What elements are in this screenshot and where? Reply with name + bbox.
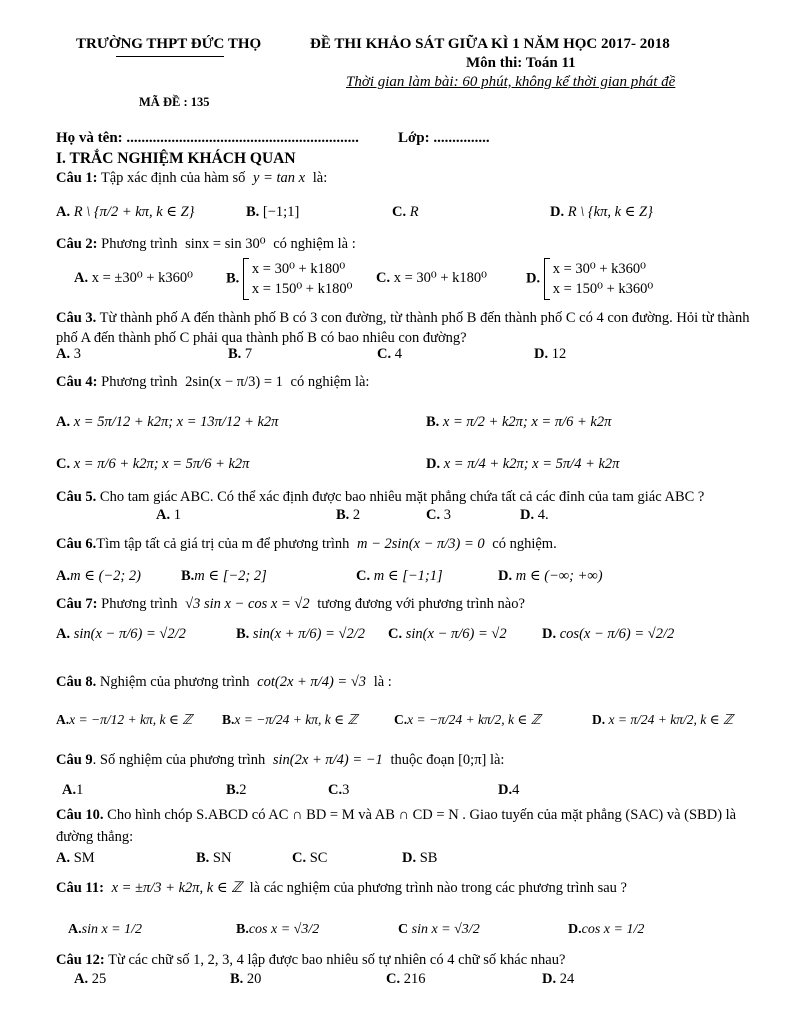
question-5-options	[156, 507, 656, 527]
option-b[interactable]: B. SN	[196, 850, 232, 866]
option-b[interactable]: B. 7	[228, 346, 253, 362]
option-d[interactable]: D. m ∈ (−∞; +∞)	[498, 568, 603, 584]
option-c[interactable]: C.3	[328, 782, 350, 798]
option-b[interactable]: B.2	[226, 782, 247, 798]
option-c[interactable]: C. m ∈ [−1;1]	[356, 568, 443, 584]
exam-code: MÃ ĐỀ : 135	[139, 95, 210, 109]
option-d[interactable]: D. 12	[534, 346, 567, 362]
option-a[interactable]: A.1	[62, 782, 84, 798]
option-c[interactable]: C. R	[392, 204, 419, 220]
option-d[interactable]: D. SB	[402, 850, 438, 866]
question-8-options	[56, 712, 756, 732]
option-b[interactable]: B. x = 30⁰ + k180⁰ x = 150⁰ + k180⁰	[226, 258, 352, 300]
question-text: Tập xác định của hàm số	[100, 170, 246, 186]
option-a[interactable]: A. 3	[56, 346, 81, 362]
option-c[interactable]: C. x = π/6 + k2π; x = 5π/6 + k2π	[56, 456, 250, 472]
option-d[interactable]: D. x = 30⁰ + k360⁰ x = 150⁰ + k360⁰	[526, 258, 653, 300]
question-tail: là:	[312, 170, 328, 186]
option-a[interactable]: A. 25	[74, 971, 107, 987]
option-c[interactable]: C. 216	[386, 971, 426, 987]
school-underline	[116, 56, 224, 57]
option-d[interactable]: D. cos(x − π/6) = √2/2	[542, 626, 675, 642]
school-name: TRƯỜNG THPT ĐỨC THỌ	[76, 36, 262, 52]
question-1	[56, 170, 327, 187]
exam-time: Thời gian làm bài: 60 phút, không kể thời gian phát đề	[346, 74, 676, 90]
section-title: I. TRẮC NGHIỆM KHÁCH QUAN	[56, 150, 296, 167]
question-math: y = tan x	[253, 170, 306, 186]
option-a[interactable]: A. 1	[156, 507, 181, 523]
exam-subject: Môn thi: Toán 11	[466, 55, 576, 71]
option-b[interactable]: B. 2	[336, 507, 361, 523]
option-b[interactable]: B. [−1;1]	[246, 204, 300, 220]
question-6-options	[56, 568, 756, 588]
option-c[interactable]: C sin x = √3/2	[398, 922, 480, 937]
question-11: Câu 11: x = ±π/3 + k2π, k ∈ ℤ là các nghiệm của phương trình nào trong các phương trình sau ?	[56, 880, 627, 896]
question-1-options	[56, 196, 756, 232]
option-a[interactable]: A. x = ±30⁰ + k360⁰	[74, 270, 193, 286]
question-3-options	[56, 346, 756, 366]
option-a[interactable]: A. R \ {π/2 + kπ, k ∈ Z}	[56, 204, 195, 220]
question-9: Câu 9. Số nghiệm của phương trình sin(2x + π/4) = −1 thuộc đoạn [0;π] là:	[56, 752, 505, 768]
option-d[interactable]: D. x = π/4 + k2π; x = 5π/4 + k2π	[426, 456, 620, 472]
option-d[interactable]: D.cos x = 1/2	[568, 922, 645, 937]
option-a[interactable]: A.sin x = 1/2	[68, 922, 143, 937]
option-a[interactable]: A. SM	[56, 850, 95, 866]
question-3: Câu 3. Từ thành phố A đến thành phố B có 3 con đường, từ thành phố B đến thành phố C có 4 con đường. Hỏi từ thành phố A đến thành phố C phải qua thành phố B có bao nhiêu con đường?	[56, 310, 750, 346]
option-d[interactable]: D. 24	[542, 971, 575, 987]
question-12-options	[56, 971, 756, 991]
question-7-options	[56, 626, 756, 646]
exam-title: ĐỀ THI KHẢO SÁT GIỮA KÌ 1 NĂM HỌC 2017- 2018	[310, 36, 670, 52]
question-4-options-row1	[56, 414, 756, 434]
question-8: Câu 8. Nghiệm của phương trình cot(2x + π/4) = √3 là :	[56, 674, 392, 690]
question-7: Câu 7: Phương trình √3 sin x − cos x = √2 tương đương với phương trình nào?	[56, 596, 525, 612]
question-12: Câu 12: Từ các chữ số 1, 2, 3, 4 lập được bao nhiêu số tự nhiên có 4 chữ số khác nhau?	[56, 952, 566, 968]
student-class-field: Lớp: ...............	[398, 130, 490, 146]
question-2: Câu 2: Phương trình sinx = sin 30⁰ có nghiệm là :	[56, 236, 356, 252]
option-d[interactable]: D. R \ {kπ, k ∈ Z}	[550, 204, 653, 220]
student-name-field: Họ và tên: ..............................................................	[56, 130, 359, 146]
option-c[interactable]: C. 4	[377, 346, 402, 362]
question-9-options	[56, 782, 756, 802]
question-label: Câu 1:	[56, 170, 98, 186]
option-b[interactable]: B. sin(x + π/6) = √2/2	[236, 626, 366, 642]
option-a[interactable]: A.x = −π/12 + kπ, k ∈ ℤ	[56, 712, 193, 727]
option-d[interactable]: D. 4.	[520, 507, 549, 523]
option-b[interactable]: B.cos x = √3/2	[236, 922, 320, 937]
question-4: Câu 4: Phương trình 2sin(x − π/3) = 1 có nghiệm là:	[56, 374, 370, 390]
option-c[interactable]: C. sin(x − π/6) = √2	[388, 626, 507, 642]
question-10-options	[56, 850, 756, 870]
option-b[interactable]: B. 20	[230, 971, 262, 987]
option-b[interactable]: B. x = π/2 + k2π; x = π/6 + k2π	[426, 414, 612, 430]
option-a[interactable]: A. sin(x − π/6) = √2/2	[56, 626, 186, 642]
option-b[interactable]: B.x = −π/24 + kπ, k ∈ ℤ	[222, 712, 358, 727]
option-c[interactable]: C. x = 30⁰ + k180⁰	[376, 270, 487, 286]
question-6: Câu 6.Tìm tập tất cả giá trị của m để phương trình m − 2sin(x − π/3) = 0 có nghiệm.	[56, 536, 557, 552]
option-d[interactable]: D.4	[498, 782, 520, 798]
option-b[interactable]: B.m ∈ [−2; 2]	[181, 568, 267, 584]
question-10: Câu 10. Cho hình chóp S.ABCD có AC ∩ BD = M và AB ∩ CD = N . Giao tuyến của mặt phẳng (SAC) và (SBD) là đường thẳng:	[56, 807, 737, 845]
option-c[interactable]: C. 3	[426, 507, 451, 523]
question-11-options	[56, 922, 756, 942]
option-a[interactable]: A.m ∈ (−2; 2)	[56, 568, 141, 584]
option-c[interactable]: C. SC	[292, 850, 328, 866]
option-d[interactable]: D. x = π/24 + kπ/2, k ∈ ℤ	[592, 712, 734, 727]
question-4-options-row2	[56, 456, 756, 476]
option-c[interactable]: C.x = −π/24 + kπ/2, k ∈ ℤ	[394, 712, 541, 727]
question-5: Câu 5. Cho tam giác ABC. Có thể xác định được bao nhiêu mặt phẳng chứa tất cả các đỉnh của tam giác ABC ?	[56, 489, 705, 505]
option-a[interactable]: A. x = 5π/12 + k2π; x = 13π/12 + k2π	[56, 414, 279, 430]
question-2-options	[56, 256, 756, 304]
